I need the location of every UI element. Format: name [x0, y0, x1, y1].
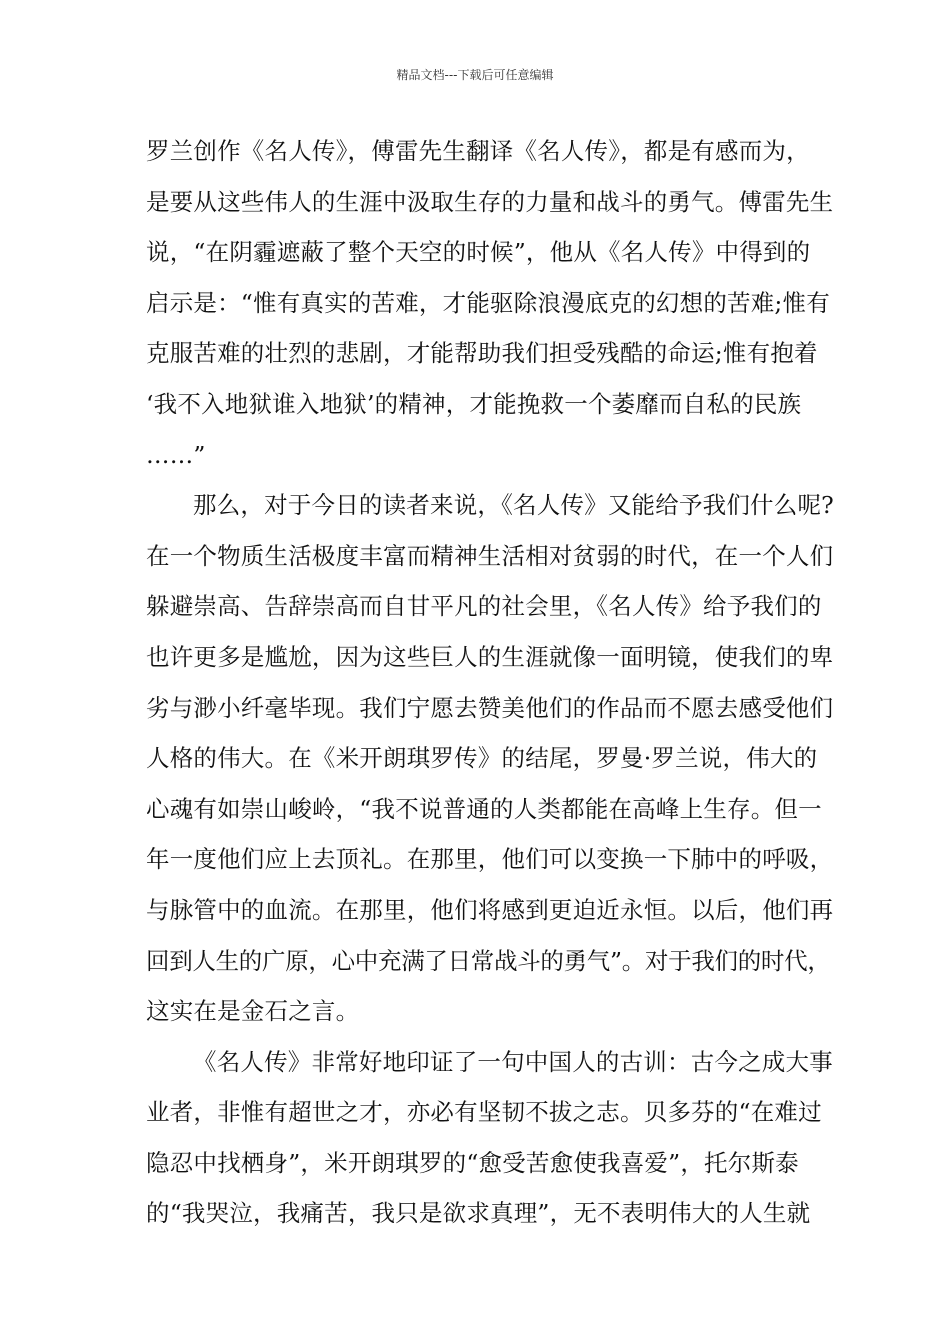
- text-line: 是要从这些伟人的生涯中汲取生存的力量和战斗的勇气。傅雷先生: [146, 187, 834, 216]
- text-line: 也许更多是尴尬，因为这些巨人的生涯就像一面明镜，使我们的卑: [146, 642, 834, 671]
- text-line: 人格的伟大。在《米开朗琪罗传》的结尾，罗曼·罗兰说，伟大的: [146, 744, 818, 773]
- text-line: 与脉管中的血流。在那里，他们将感到更迫近永恒。以后，他们再: [146, 895, 834, 924]
- text-line: 罗兰创作《名人传》，傅雷先生翻译《名人传》，都是有感而为，: [146, 137, 810, 165]
- text-line: 回到人生的广原，心中充满了日常战斗的勇气”。对于我们的时代，: [146, 946, 831, 975]
- text-line: 年一度他们应上去顶礼。在那里，他们可以变换一下肺中的呼吸，: [146, 845, 834, 874]
- text-line: 隐忍中找栖身”，米开朗琪罗的“愈受苦愈使我喜爱”，托尔斯泰: [146, 1148, 799, 1177]
- text-line: 在一个物质生活极度丰富而精神生活相对贫弱的时代，在一个人们: [146, 541, 834, 570]
- text-line: 业者，非惟有超世之才，亦必有坚韧不拔之志。贝多芬的“在难过: [146, 1098, 822, 1127]
- text-line: ‘我不入地狱谁入地狱’的精神，才能挽救一个萎靡而自私的民族: [146, 389, 802, 418]
- text-line: ……”: [146, 440, 206, 469]
- text-line: 说，“在阴霾遮蔽了整个天空的时候”，他从《名人传》中得到的: [146, 238, 811, 267]
- body-text: [146, 126, 836, 1239]
- paragraph-start-line: 那么，对于今日的读者来说，《名人传》又能给予我们什么呢?: [193, 491, 834, 520]
- page-header: 精品文档---下载后可任意编辑: [396, 68, 554, 82]
- text-line: 这实在是金石之言。: [146, 997, 360, 1026]
- text-line: 躲避崇高、告辞崇高而自甘平凡的社会里，《名人传》给予我们的: [146, 592, 822, 621]
- text-line: 心魂有如崇山峻岭，“我不说普通的人类都能在高峰上生存。但一: [146, 794, 822, 823]
- text-line: 的“我哭泣，我痛苦，我只是欲求真理”，无不表明伟大的人生就: [146, 1199, 811, 1228]
- text-line: 克服苦难的壮烈的悲剧，才能帮助我们担受残酷的命运;惟有抱着: [146, 339, 818, 368]
- paragraph-start-line: 《名人传》非常好地印证了一句中国人的古训：古今之成大事: [193, 1047, 833, 1076]
- text-line: 劣与渺小纤毫毕现。我们宁愿去赞美他们的作品而不愿去感受他们: [146, 693, 834, 722]
- text-line: 启示是：“惟有真实的苦难，才能驱除浪漫底克的幻想的苦难;惟有: [146, 288, 830, 317]
